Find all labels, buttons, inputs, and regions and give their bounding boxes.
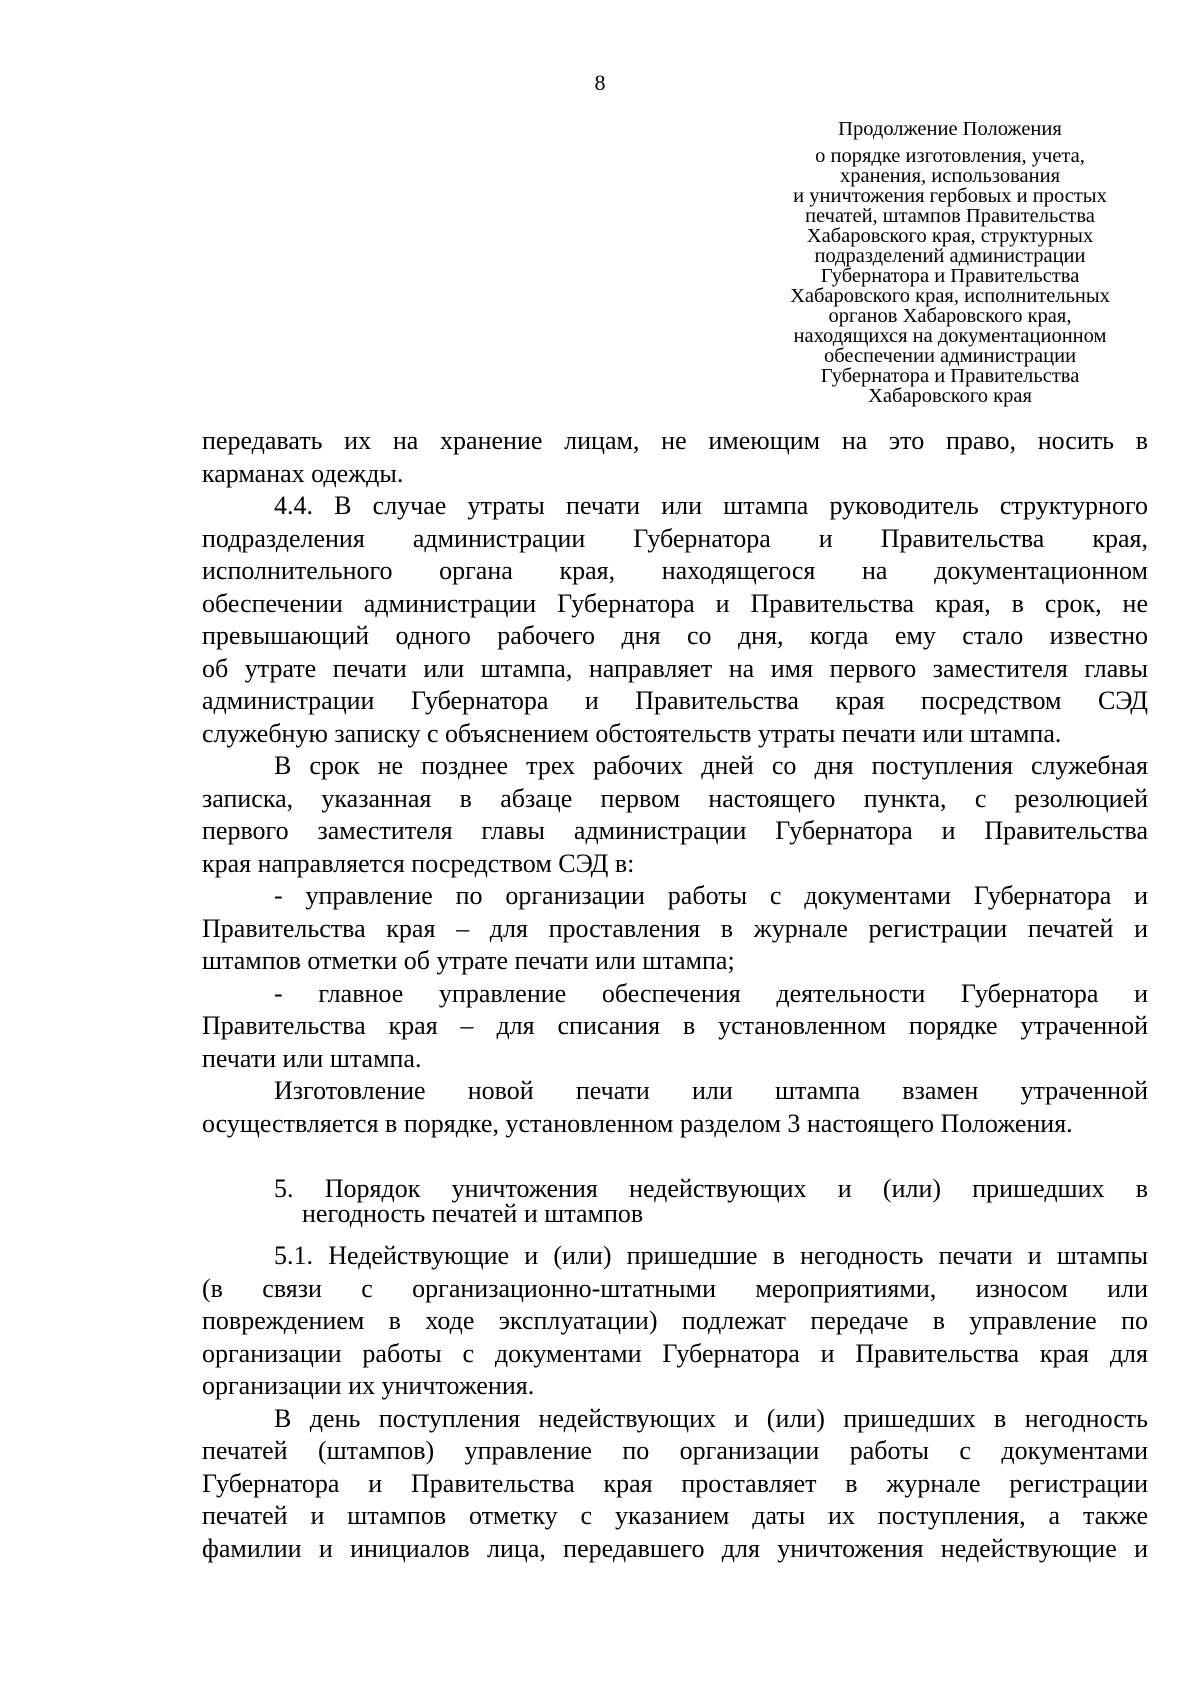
text-line: служебную записку с объяснением обстоятельств утраты печати или штампа. — [202, 718, 1062, 748]
text-line: записка, указанная в абзаце первом настоящего пункта, с резолюцией — [202, 783, 1148, 813]
header-line: Губернатора и Правительства — [820, 365, 1080, 387]
paragraph-continuation — [202, 425, 1148, 490]
header-line: Хабаровского края — [868, 385, 1032, 407]
text-line: - управление по организации работы с документами Губернатора и — [274, 881, 1148, 910]
paragraph-new-seal — [202, 1075, 1148, 1140]
heading-line: 5. Порядок уничтожения недействующих и (или) пришедших в — [274, 1174, 1148, 1203]
text-line: 4.4. В случае утраты печати или штампа руководитель структурного — [274, 491, 1148, 520]
paragraph-deadline — [202, 750, 1148, 880]
text-line: об утрате печати или штампа, направляет на имя первого заместителя главы — [202, 653, 1148, 683]
header-line: находящихся на документационном — [793, 325, 1107, 347]
spacer — [202, 1226, 1148, 1240]
text-line: В срок не позднее трех рабочих дней со дня поступления служебная — [274, 751, 1148, 780]
text-line: В день поступления недействующих и (или) пришедших в негодность — [274, 1403, 1148, 1433]
header-title: Продолжение Положения — [838, 118, 1062, 140]
header-line: органов Хабаровского края, — [828, 305, 1072, 327]
document-body — [202, 425, 1148, 1565]
text-line: печатей и штампов отметку с указанием даты их поступления, а также — [202, 1501, 1148, 1530]
text-line: организации их уничтожения. — [202, 1371, 535, 1400]
header-line: хранения, использования — [840, 165, 1060, 187]
paragraph-5-1 — [202, 1240, 1148, 1403]
text-line: Правительства края – для проставления в журнале регистрации печатей и — [202, 913, 1148, 943]
text-line: карманах одежды. — [202, 458, 404, 488]
text-line: превышающий одного рабочего дня со дня, когда ему стало известно — [202, 621, 1148, 650]
page-number: 8 — [594, 70, 606, 95]
text-line: организации работы с документами Губернатора и Правительства края для — [202, 1338, 1148, 1368]
text-line: администрации Губернатора и Правительства края посредством СЭД — [202, 686, 1148, 715]
document-header — [750, 116, 1150, 406]
heading-line: негодность печатей и штампов — [302, 1199, 644, 1228]
text-line: печатей (штампов) управление по организации работы с документами — [202, 1436, 1148, 1465]
text-line: осуществляется в порядке, установленном разделом 3 настоящего Положения. — [202, 1108, 1073, 1138]
header-line: и уничтожения гербовых и простых — [793, 185, 1107, 207]
text-line: штампов отметки об утрате печати или штампа; — [202, 946, 735, 975]
text-line: Изготовление новой печати или штампа взамен утраченной — [274, 1076, 1148, 1105]
spacer — [202, 1140, 1148, 1176]
header-line: обеспечении администрации — [823, 345, 1077, 367]
text-line: печати или штампа. — [202, 1043, 422, 1073]
section-5-heading — [202, 1176, 1148, 1226]
text-line: первого заместителя главы администрации Губернатора и Правительства — [202, 816, 1148, 845]
header-line: Хабаровского края, структурных — [806, 225, 1094, 247]
paragraph-receipt-day — [202, 1403, 1148, 1566]
text-line: повреждением в ходе эксплуатации) подлежат передаче в управление по — [202, 1306, 1148, 1335]
text-line: передавать их на хранение лицам, не имеющим на это право, носить в — [202, 426, 1148, 455]
list-item-documents-department — [202, 880, 1148, 978]
text-line: подразделения администрации Губернатора и Правительства края, — [202, 523, 1148, 553]
text-line: обеспечении администрации Губернатора и Правительства края, в срок, не — [202, 588, 1148, 618]
text-line: исполнительного органа края, находящегося на документационном — [202, 556, 1148, 585]
header-line: подразделений администрации — [814, 245, 1086, 267]
text-line: фамилии и инициалов лица, передавшего для уничтожения недействующие и — [202, 1533, 1148, 1563]
header-line: печатей, штампов Правительства — [805, 205, 1095, 227]
paragraph-4-4 — [202, 490, 1148, 750]
text-line: 5.1. Недействующие и (или) пришедшие в негодность печати и штампы — [274, 1241, 1148, 1270]
header-line: Губернатора и Правительства — [820, 265, 1080, 287]
text-line: Правительства края – для списания в установленном порядке утраченной — [202, 1011, 1148, 1040]
text-line: - главное управление обеспечения деятельности Губернатора и — [274, 978, 1148, 1008]
header-line: о порядке изготовления, учета, — [815, 145, 1085, 167]
text-line: Губернатора и Правительства края проставляет в журнале регистрации — [202, 1468, 1148, 1498]
header-line: Хабаровского края, исполнительных — [790, 285, 1110, 307]
list-item-main-department — [202, 978, 1148, 1076]
text-line: (в связи с организационно-штатными мероприятиями, износом или — [202, 1273, 1148, 1303]
text-line: края направляется посредством СЭД в: — [202, 848, 635, 878]
